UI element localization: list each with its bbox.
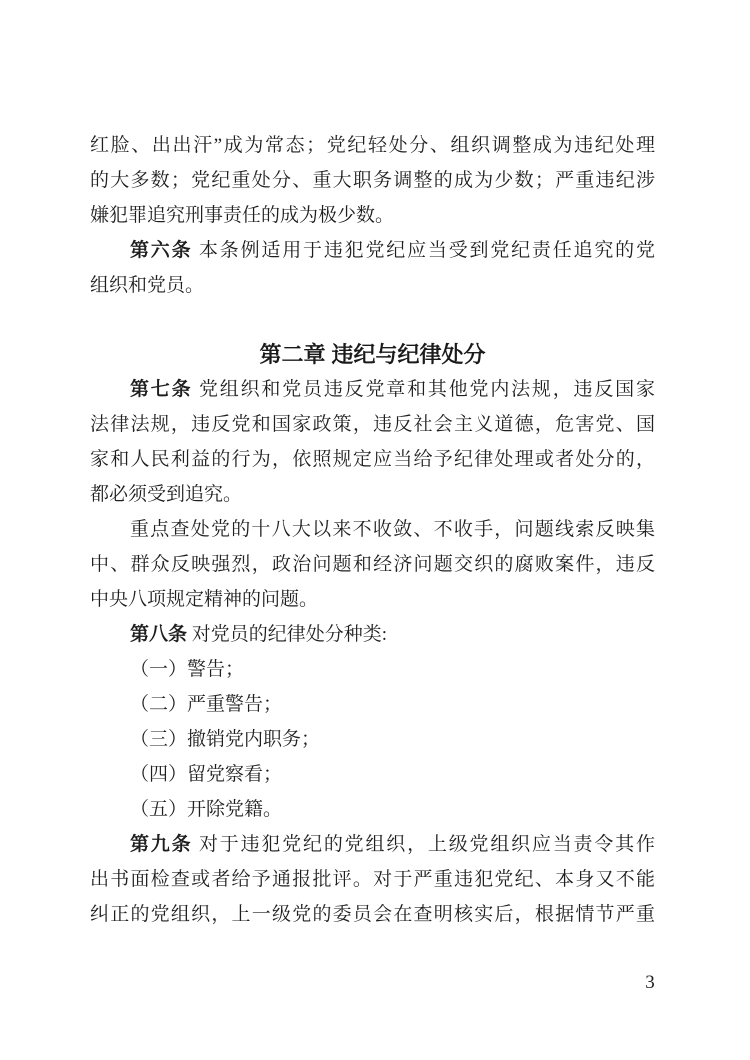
text-line <box>90 617 655 652</box>
article-number: 第六条 <box>130 240 193 261</box>
text-line <box>90 442 655 477</box>
line-text: 嫌犯罪追究刑事责任的成为极少数。 <box>90 205 395 226</box>
line-text: （一）警告； <box>130 659 245 680</box>
text-line <box>90 862 655 897</box>
line-text: 的大多数；党纪重处分、重大职务调整的成为少数；严重违纪涉 <box>90 170 655 191</box>
text-line <box>90 652 655 687</box>
line-text: 对于违犯党纪的党组织，上级党组织应当责令其作 <box>192 834 655 855</box>
article-number: 第九条 <box>130 834 193 855</box>
article-number: 第七条 <box>130 379 193 400</box>
text-line <box>90 897 655 932</box>
text-line <box>90 372 655 407</box>
chapter-heading <box>90 337 655 372</box>
line-text: 本条例适用于违犯党纪应当受到党纪责任追究的党 <box>192 240 655 261</box>
text-line <box>90 163 655 198</box>
text-line <box>90 827 655 862</box>
text-line <box>90 198 655 233</box>
line-text: （二）严重警告； <box>130 694 283 715</box>
text-line <box>90 407 655 442</box>
line-text: 中、群众反映强烈，政治问题和经济问题交织的腐败案件，违反 <box>90 554 655 575</box>
text-line <box>90 512 655 547</box>
document-body <box>90 128 655 932</box>
text-line <box>90 722 655 757</box>
text-line <box>90 757 655 792</box>
text-line <box>90 128 655 163</box>
line-text: 重点查处党的十八大以来不收敛、不收手，问题线索反映集 <box>130 519 655 540</box>
line-text: （四）留党察看； <box>130 764 283 785</box>
line-text: 出书面检查或者给予通报批评。对于严重违犯党纪、本身又不能 <box>90 869 655 890</box>
line-text: 红脸、出出汗”成为常态；党纪轻处分、组织调整成为违纪处理 <box>90 135 655 156</box>
line-text: 法律法规，违反党和国家政策，违反社会主义道德，危害党、国 <box>90 414 655 435</box>
text-line <box>90 477 655 512</box>
line-text: 纠正的党组织，上一级党的委员会在查明核实后，根据情节严重 <box>90 904 655 925</box>
text-line <box>90 233 655 268</box>
line-text: 党组织和党员违反党章和其他党内法规，违反国家 <box>192 379 655 400</box>
line-text: （五）开除党籍。 <box>130 799 283 820</box>
line-text: 组织和党员。 <box>90 275 205 296</box>
page-number: 3 <box>645 972 655 993</box>
line-text: 中央八项规定精神的问题。 <box>90 589 319 610</box>
text-line <box>90 268 655 303</box>
line-text: 家和人民利益的行为，依照规定应当给予纪律处理或者处分的， <box>90 449 655 470</box>
text-line <box>90 547 655 582</box>
line-text: 都必须受到追究。 <box>90 484 243 505</box>
line-text: 对党员的纪律处分种类: <box>187 624 388 645</box>
article-number: 第二章 违纪与纪律处分 <box>259 342 486 367</box>
text-line <box>90 687 655 722</box>
text-line <box>90 792 655 827</box>
article-number: 第八条 <box>130 624 188 645</box>
text-line <box>90 582 655 617</box>
line-text: （三）撤销党内职务； <box>130 729 321 750</box>
